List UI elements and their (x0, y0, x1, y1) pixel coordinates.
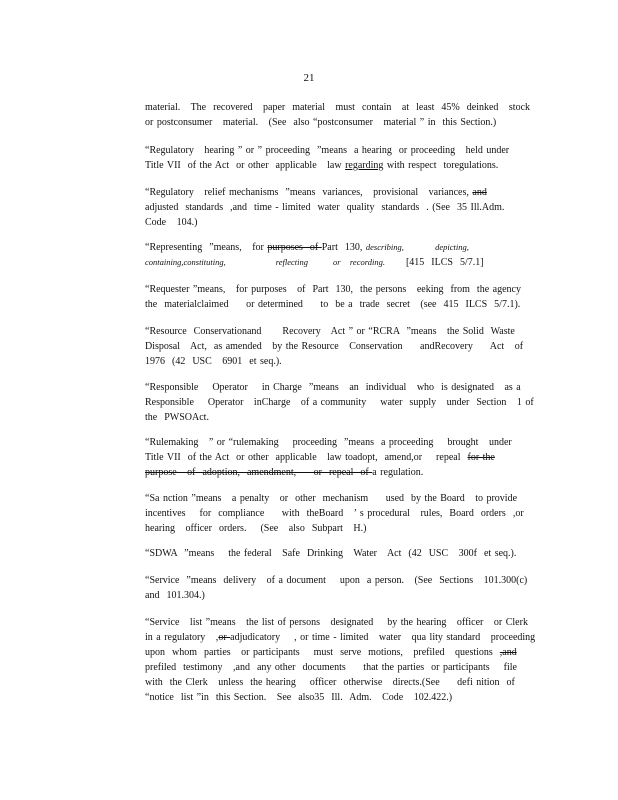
paragraph-recovered-paper-continuation (145, 100, 533, 130)
text-line: “Requester ”means, for purposes of Part 130, the persons eeking from the agency (145, 284, 521, 295)
definition-representing (145, 240, 533, 270)
text-line (145, 645, 533, 660)
text-line: 1976 (42 USC 6901 et seq.). (145, 356, 282, 367)
text-line: “Rulemaking ” or “rulemaking proceeding ”means a proceeding brought under (145, 437, 512, 448)
text-line: “SDWA ”means the federal Safe Drinking Water Act (42 USC 300f et seq.). (145, 548, 517, 559)
text-line: the materialclaimed or determined to be a trade secret (see 415 ILCS 5/7.1). (145, 299, 521, 310)
text-line: prefiled testimony ,and any other documents that the parties or participants file (145, 662, 517, 673)
text-segment: with respect toregulations. (383, 160, 499, 171)
text-line: hearing officer orders. (See also Subpart H.) (145, 523, 367, 534)
struck-deletion: and (472, 187, 487, 198)
text-line (145, 240, 533, 255)
definition-sdwa (145, 546, 533, 561)
definition-rulemaking (145, 435, 533, 480)
text-line: adjusted standards ,and time - limited water quality standards . (See 35 Ill.Adm. (145, 202, 505, 213)
struck-deletion: for the (467, 452, 495, 463)
text-segment: upon whom parties or participants must serve motions, prefiled questions (145, 647, 500, 658)
text-line: “notice list ”in this Section. See also35 Ill. Adm. Code 102.422.) (145, 692, 453, 703)
text-line: “Responsible Operator in Charge ”means an individual who is designated as a (145, 382, 521, 393)
text-segment: “Representing ”means, for (145, 242, 268, 253)
text-segment: “Regulatory relief mechanisms ”means variances, provisional variances, (145, 187, 473, 198)
text-line: with the Clerk unless the hearing officer otherwise directs.(See defi nition of (145, 677, 515, 688)
text-line: incentives for compliance with theBoard ’ s procedural rules, Board orders ,or (145, 508, 524, 519)
text-line: material. The recovered paper material must contain at least 45% deinked stock (145, 102, 531, 113)
citation: [415 ILCS 5/7.1] (384, 257, 484, 268)
text-segment: Part 130, (321, 242, 366, 253)
text-line (145, 630, 536, 645)
italic-statutory-text: describing, depicting, (365, 242, 469, 252)
definition-regulatory-relief-mechanisms (145, 185, 533, 230)
underlined-insertion: regarding (345, 160, 384, 171)
text-line: “Service ”means delivery of a document upon a person. (See Sections 101.300(c) (145, 575, 528, 586)
definition-sanction (145, 491, 533, 536)
definition-regulatory-hearing (145, 143, 533, 173)
struck-deletion: purpose of adoption, amendment, or repeal of (145, 467, 373, 478)
text-line: or postconsumer material. (See also “postconsumer material ” in this Section.) (145, 117, 497, 128)
text-line: “Service list ”means the list of persons designated by the hearing officer or Clerk (145, 617, 528, 628)
text-line: “Resource Conservationand Recovery Act ” or “RCRA ”means the Solid Waste (145, 326, 515, 337)
text-line (145, 158, 533, 173)
text-line: Disposal Act, as amended by the Resource Conservation andRecovery Act of (145, 341, 524, 352)
page-number: 21 (303, 72, 315, 84)
text-line (145, 255, 533, 270)
text-line: Responsible Operator inCharge of a community water supply under Section 1 of (145, 397, 534, 408)
text-segment: Title VII of the Act or other applicable law toadopt, amend,or repeal (145, 452, 468, 463)
struck-deletion: ,and (499, 647, 517, 658)
definition-responsible-operator (145, 380, 533, 425)
struck-deletion: purposes of (267, 242, 322, 253)
struck-deletion: or (218, 632, 231, 643)
definition-requester (145, 282, 533, 312)
text-line: the PWSOAct. (145, 412, 209, 423)
definition-service (145, 573, 533, 603)
text-line (145, 465, 533, 480)
text-line (145, 185, 533, 200)
text-line: “Sa nction ”means a penalty or other mechanism used by the Board to provide (145, 493, 518, 504)
text-line: and 101.304.) (145, 590, 205, 601)
italic-statutory-text: containing,constituting, reflecting or recording. (145, 257, 385, 267)
text-segment: in a regulatory , (145, 632, 219, 643)
text-segment: Title VII of the Act or other applicable law (145, 160, 346, 171)
text-line (145, 450, 533, 465)
definition-rcra (145, 324, 533, 369)
definition-service-list (145, 615, 536, 705)
text-segment: adjudicatory , or time - limited water qua lity standard proceeding (230, 632, 536, 643)
text-segment: a regulation. (372, 467, 424, 478)
text-line: “Regulatory hearing ” or ” proceeding ”means a hearing or proceeding held under (145, 145, 510, 156)
text-line: Code 104.) (145, 217, 198, 228)
